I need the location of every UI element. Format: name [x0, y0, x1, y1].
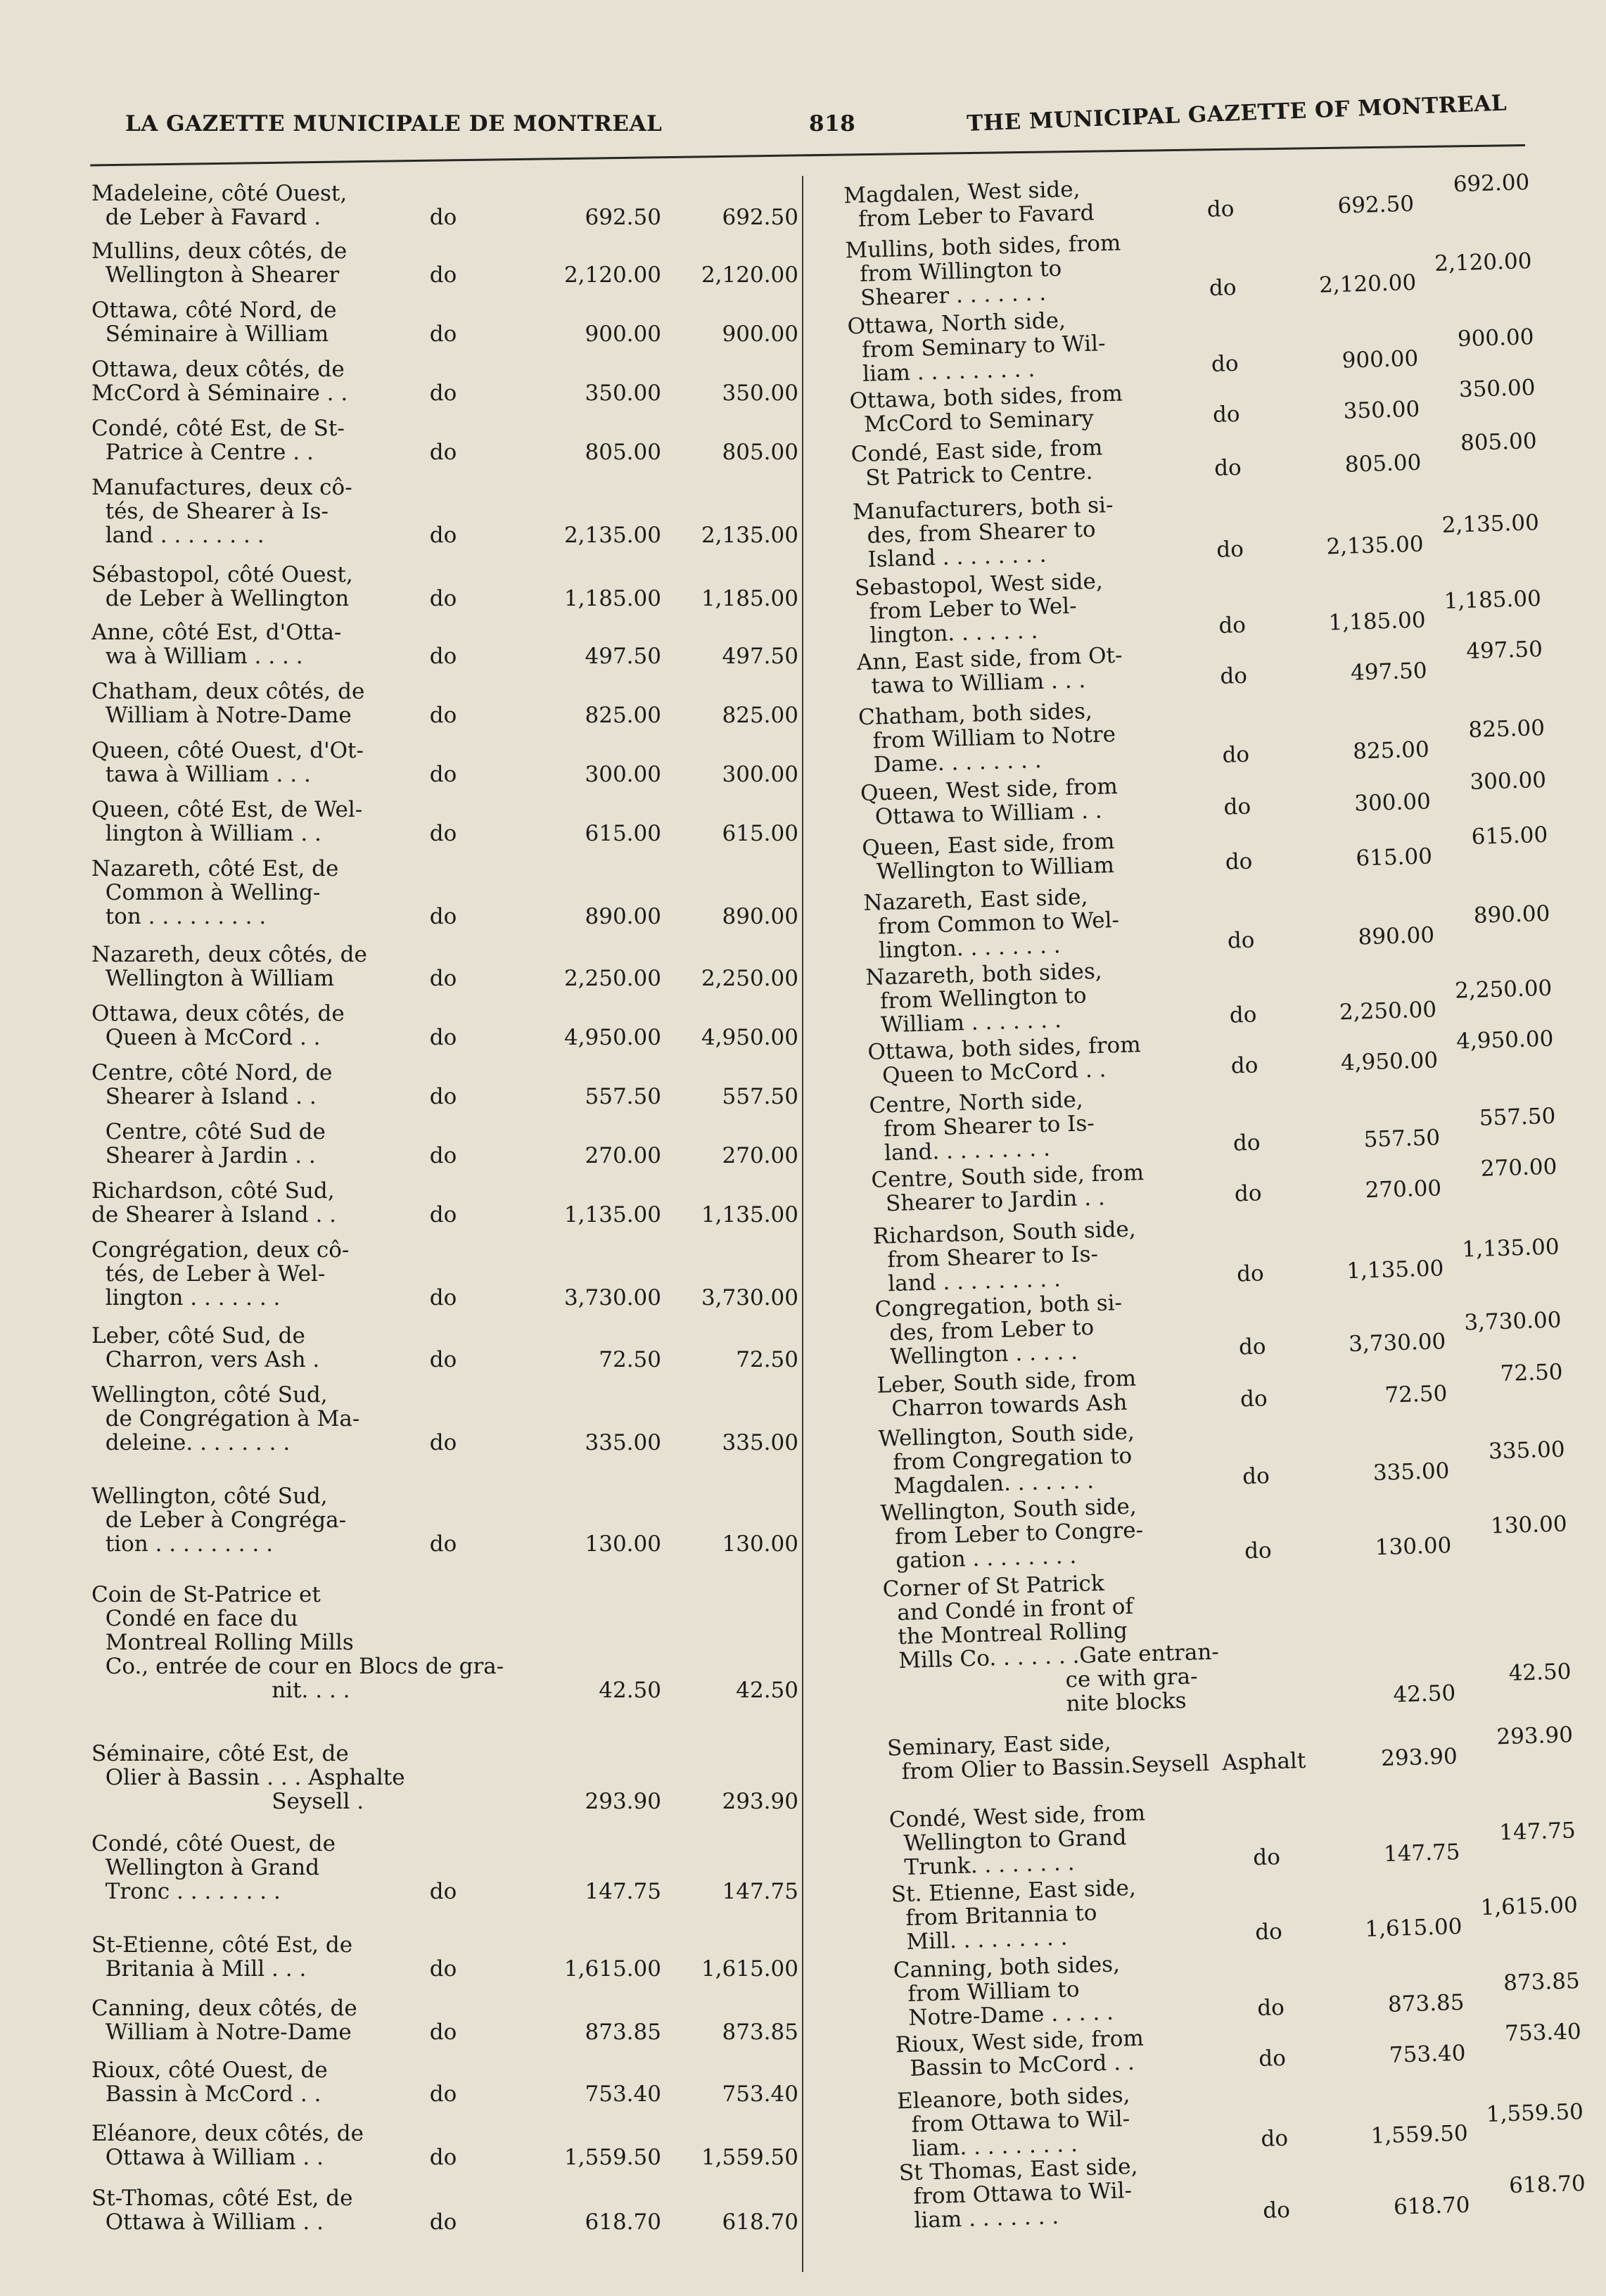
total-amount: 805.00: [1460, 428, 1538, 457]
street-description: Canning, deux côtés, de William à Notre-Dame: [91, 1996, 357, 2045]
total-amount: 497.50: [722, 644, 798, 669]
street-description: Nazareth, East side, from Common to Wel- lington. . . . . . . .: [862, 884, 1120, 964]
total-amount: 900.00: [1457, 324, 1534, 352]
street-description: Centre, côté Sud de Shearer à Jardin . .: [105, 1119, 326, 1168]
material-ditto: do: [429, 321, 457, 347]
street-description: St. Etienne, East side, from Britannia to Mill. . . . . . . . .: [891, 1875, 1137, 1956]
total-amount: 753.40: [1504, 2019, 1582, 2047]
total-amount: 805.00: [722, 440, 798, 465]
material-ditto: do: [429, 1285, 457, 1310]
material-ditto: do: [1219, 663, 1248, 689]
total-amount: 615.00: [722, 821, 798, 846]
street-description: St Thomas, East side, from Ottawa to Wil- liam . . . . . . .: [898, 2153, 1138, 2234]
street-description: Rioux, West side, from Bassin to McCord . .: [895, 2025, 1145, 2082]
total-amount: 497.50: [1465, 636, 1543, 664]
material-ditto: do: [429, 703, 457, 728]
estimate-amount: 2,250.00: [563, 966, 661, 991]
estimate-amount: 130.00: [1375, 1533, 1452, 1561]
material-ditto: do: [1254, 1919, 1283, 1946]
street-description: Mullins, deux côtés, de Wellington à Shearer: [91, 238, 348, 288]
total-amount: 3,730.00: [701, 1285, 798, 1310]
total-amount: 557.50: [722, 1084, 798, 1109]
street-description: Anne, côté Est, d'Otta- wa à William . . . .: [91, 620, 342, 669]
total-amount: 293.90: [722, 1789, 798, 1814]
estimate-amount: 1,559.50: [1370, 2120, 1469, 2149]
street-description: Madeleine, côté Ouest, de Leber à Favard .: [91, 181, 348, 230]
estimate-amount: 873.85: [585, 2020, 661, 2045]
total-amount: 2,120.00: [1434, 248, 1532, 277]
street-description: Manufactures, deux cô- tés, de Shearer à Is- land . . . . . . . .: [91, 475, 352, 548]
street-description: Séminaire, côté Est, de Olier à Bassin . . . Asphalte Seysell .: [91, 1741, 405, 1814]
estimate-amount: 42.50: [1392, 1680, 1456, 1708]
total-amount: 72.50: [1500, 1359, 1563, 1387]
column-divider: [802, 176, 803, 2272]
total-amount: 130.00: [722, 1531, 798, 1557]
total-amount: 335.00: [1488, 1436, 1566, 1465]
estimate-amount: 497.50: [1350, 658, 1428, 686]
estimate-amount: 1,135.00: [1346, 1256, 1444, 1284]
total-amount: 692.00: [1453, 170, 1530, 198]
estimate-amount: 147.75: [1383, 1839, 1460, 1867]
street-description: Centre, côté Nord, de Shearer à Island . .: [91, 1060, 333, 1109]
street-description: Manufacturers, both si- des, from Shearer to Island . . . . . . . .: [852, 492, 1114, 573]
street-description: Chatham, deux côtés, de William à Notre-Dame: [91, 679, 365, 728]
total-amount: 3,730.00: [1463, 1307, 1562, 1336]
street-description: Congregation, both si- des, from Leber to Wellington . . . . .: [874, 1290, 1123, 1370]
estimate-amount: 805.00: [585, 440, 661, 465]
estimate-amount: 1,135.00: [563, 1202, 661, 1227]
material-ditto: do: [429, 262, 457, 288]
material-ditto: do: [1256, 1994, 1285, 2022]
total-amount: 692.50: [722, 205, 798, 230]
estimate-amount: 615.00: [1356, 843, 1433, 872]
material-ditto: do: [429, 1879, 457, 1904]
street-description: Centre, South side, from Shearer to Jardin . .: [870, 1160, 1145, 1217]
total-amount: 300.00: [1470, 767, 1547, 795]
estimate-amount: 270.00: [1365, 1175, 1442, 1204]
material-ditto: do: [429, 381, 457, 406]
estimate-amount: 147.75: [585, 1879, 661, 1904]
total-amount: 1,185.00: [701, 586, 798, 611]
street-description: Rioux, côté Ouest, de Bassin à McCord . .: [91, 2058, 328, 2107]
estimate-amount: 900.00: [1341, 345, 1419, 374]
material-ditto: do: [1261, 2125, 1289, 2152]
street-description: St-Thomas, côté Est, de Ottawa à William . .: [91, 2186, 353, 2235]
material-ditto: do: [1225, 848, 1253, 875]
street-description: Leber, South side, from Charron towards Ash: [877, 1365, 1137, 1422]
total-amount: 350.00: [1458, 375, 1536, 403]
estimate-amount: 890.00: [585, 904, 661, 929]
material-ditto: do: [1218, 612, 1247, 639]
total-amount: 618.70: [722, 2209, 798, 2235]
estimate-amount: 293.90: [585, 1789, 661, 1814]
estimate-amount: 335.00: [585, 1430, 661, 1455]
total-amount: 615.00: [1471, 822, 1548, 850]
material-ditto: do: [429, 1531, 457, 1557]
street-description: Condé, East side, from St Patrick to Centre.: [850, 435, 1103, 492]
total-amount: 2,120.00: [701, 262, 798, 288]
total-amount: 350.00: [722, 381, 798, 406]
total-amount: 42.50: [1508, 1659, 1572, 1686]
total-amount: 1,559.50: [1486, 2099, 1584, 2128]
estimate-amount: 4,950.00: [563, 1025, 661, 1050]
estimate-amount: 615.00: [585, 821, 661, 846]
material-ditto: do: [1232, 1130, 1261, 1156]
material-ditto: do: [429, 1143, 457, 1168]
material-ditto: do: [429, 1347, 457, 1372]
material-ditto: do: [1252, 1844, 1281, 1871]
total-amount: 873.85: [1503, 1968, 1581, 1996]
total-amount: 4,950.00: [701, 1025, 798, 1050]
street-description: Ottawa, côté Nord, de Séminaire à William: [91, 298, 337, 347]
estimate-amount: 2,120.00: [1318, 269, 1417, 298]
estimate-amount: 72.50: [1384, 1381, 1448, 1408]
material-ditto: do: [1258, 2045, 1287, 2072]
total-amount: 557.50: [1479, 1103, 1556, 1131]
street-description: Magdalen, West side, from Leber to Favard: [843, 177, 1095, 233]
street-description: Centre, North side, from Shearer to Is- land. . . . . . . . .: [869, 1087, 1095, 1166]
total-amount: 900.00: [722, 321, 798, 347]
estimate-amount: 3,730.00: [1348, 1329, 1446, 1358]
material-ditto: do: [1223, 793, 1251, 820]
estimate-amount: 1,185.00: [563, 586, 661, 611]
street-description: Condé, West side, from Wellington to Grand Trunk. . . . . . . .: [888, 1800, 1146, 1881]
street-description: Richardson, South side, from Shearer to Is- land . . . . . . . . .: [872, 1216, 1137, 1297]
estimate-amount: 873.85: [1387, 1989, 1465, 2017]
material-ditto: do: [429, 2020, 457, 2045]
street-description: Condé, côté Ouest, de Wellington à Grand Tronc . . . . . . . .: [91, 1831, 336, 1904]
estimate-amount: 1,615.00: [1364, 1913, 1462, 1942]
total-amount: 2,135.00: [1441, 510, 1540, 538]
street-description: Mullins, both sides, from from Willington to Shearer . . . . . . .: [845, 230, 1121, 312]
street-description: Coin de St-Patrice et Condé en face du Montreal Rolling Mills Co., entrée de cour en Blocs de gra- nit. . . .: [91, 1582, 504, 1703]
material-ditto: do: [429, 1084, 457, 1109]
material-ditto: do: [429, 205, 457, 230]
material-ditto: do: [1213, 454, 1242, 481]
material-ditto: do: [1242, 1463, 1270, 1490]
total-amount: 1,185.00: [1444, 585, 1542, 614]
estimate-amount: 2,250.00: [1339, 997, 1437, 1026]
material-ditto: do: [429, 1956, 457, 1982]
material-ditto: do: [429, 966, 457, 991]
material-ditto: do: [1229, 1002, 1257, 1028]
estimate-amount: 130.00: [585, 1531, 661, 1557]
total-amount: 890.00: [722, 904, 798, 929]
street-description: Eleanore, both sides, from Ottawa to Wil- liam. . . . . . . . .: [896, 2082, 1130, 2162]
street-description: Corner of St Patrick and Condé in front of the Montreal Rolling Mills Co. . . . . . .Gate entran- ce with gra- nite blocks: [882, 1570, 1220, 1722]
street-description: Eléanore, deux côtés, de Ottawa à William . .: [91, 2121, 364, 2170]
total-amount: 2,250.00: [701, 966, 798, 991]
street-description: Queen, East side, from Wellington to William: [861, 829, 1115, 886]
header-right-title: THE MUNICIPAL GAZETTE OF MONTREAL: [966, 90, 1508, 136]
estimate-amount: 825.00: [1352, 736, 1430, 765]
material-ditto: do: [1239, 1386, 1268, 1412]
street-description: Wellington, South side, from Leber to Congre- gation . . . . . . . .: [880, 1493, 1144, 1574]
total-amount: 1,559.50: [701, 2145, 798, 2170]
estimate-amount: 1,559.50: [563, 2145, 661, 2170]
estimate-amount: 72.50: [599, 1347, 661, 1372]
estimate-amount: 2,120.00: [563, 262, 661, 288]
material-ditto: do: [429, 2209, 457, 2235]
material-ditto: do: [429, 2145, 457, 2170]
total-amount: 300.00: [722, 762, 798, 787]
material-ditto: do: [429, 904, 457, 929]
estimate-amount: 557.50: [1363, 1125, 1441, 1153]
total-amount: 825.00: [722, 703, 798, 728]
material-ditto: do: [1238, 1334, 1267, 1360]
street-description: Seminary, East side, from Olier to Bassin.Seysell: [886, 1729, 1210, 1785]
estimate-amount: 618.70: [585, 2209, 661, 2235]
estimate-amount: 4,950.00: [1340, 1047, 1439, 1076]
total-amount: 873.85: [722, 2020, 798, 2045]
street-description: Wellington, côté Sud, de Leber à Congréga- tion . . . . . . . . .: [91, 1484, 347, 1557]
material-ditto: do: [1212, 401, 1241, 428]
street-description: Wellington, South side, from Congregation to Magdalen. . . . . . .: [878, 1419, 1135, 1500]
estimate-amount: 825.00: [585, 703, 661, 728]
material-ditto: do: [429, 821, 457, 846]
total-amount: 1,135.00: [701, 1202, 798, 1227]
material-ditto: do: [429, 762, 457, 787]
street-description: Canning, both sides, from William to Notre-Dame . . . . .: [893, 1951, 1121, 2032]
material-ditto: do: [429, 1025, 457, 1050]
total-amount: 147.75: [722, 1879, 798, 1904]
material-ditto: do: [1234, 1180, 1262, 1207]
estimate-amount: 2,135.00: [563, 523, 661, 548]
estimate-amount: 335.00: [1372, 1458, 1450, 1486]
material-ditto: do: [429, 1430, 457, 1455]
total-amount: 890.00: [1473, 900, 1550, 929]
total-amount: 1,615.00: [701, 1956, 798, 1982]
estimate-amount: 1,615.00: [563, 1956, 661, 1982]
material-ditto: do: [1227, 927, 1255, 954]
estimate-amount: 350.00: [1343, 396, 1420, 424]
total-amount: 618.70: [1508, 2171, 1586, 2199]
total-amount: 2,250.00: [1454, 975, 1553, 1004]
material-ditto: do: [1236, 1261, 1265, 1287]
estimate-amount: 692.50: [1337, 191, 1415, 219]
total-amount: 2,135.00: [701, 523, 798, 548]
estimate-amount: 497.50: [585, 644, 661, 669]
header-left-title: LA GAZETTE MUNICIPALE DE MONTREAL: [125, 111, 663, 136]
estimate-amount: 293.90: [1380, 1743, 1458, 1771]
material-ditto: do: [1206, 196, 1235, 223]
estimate-amount: 557.50: [585, 1084, 661, 1109]
street-description: Nazareth, deux côtés, de Wellington à William: [91, 942, 367, 991]
street-description: Congrégation, deux cô- tés, de Leber à Wel- lington . . . . . . .: [91, 1237, 350, 1310]
street-description: Ottawa, both sides, from McCord to Seminary: [849, 381, 1123, 438]
total-amount: 825.00: [1467, 715, 1546, 743]
total-amount: 270.00: [722, 1143, 798, 1168]
estimate-amount: 270.00: [585, 1143, 661, 1168]
material-ditto: do: [429, 586, 457, 611]
material-ditto: do: [1230, 1052, 1258, 1079]
estimate-amount: 805.00: [1344, 449, 1422, 478]
estimate-amount: 1,185.00: [1328, 607, 1427, 636]
estimate-amount: 753.40: [1389, 2040, 1466, 2068]
total-amount: 1,135.00: [1462, 1234, 1560, 1263]
street-description: Nazareth, côté Est, de Common à Welling- ton . . . . . . . . .: [91, 856, 339, 929]
street-description: Queen, West side, from Ottawa to William . .: [860, 773, 1119, 831]
street-description: Ann, East side, from Ot- tawa to William . . .: [856, 642, 1123, 700]
estimate-amount: 42.50: [599, 1678, 661, 1703]
street-description: St-Etienne, côté Est, de Britania à Mill . . .: [91, 1932, 353, 1982]
estimate-amount: 3,730.00: [563, 1285, 661, 1310]
estimate-amount: 753.40: [585, 2081, 661, 2107]
street-description: Ottawa, deux côtés, de Queen à McCord . .: [91, 1001, 345, 1050]
street-description: Leber, côté Sud, de Charron, vers Ash .: [91, 1323, 320, 1372]
street-description: Sébastopol, côté Ouest, de Leber à Wellington: [91, 562, 353, 611]
total-amount: 1,615.00: [1480, 1892, 1579, 1921]
total-amount: 293.90: [1496, 1722, 1574, 1750]
street-description: Ottawa, both sides, from Queen to McCord . .: [867, 1032, 1142, 1089]
street-description: Condé, côté Est, de St- Patrice à Centre . .: [91, 416, 345, 465]
street-description: Chatham, both sides, from William to Notre Dame. . . . . . . .: [858, 698, 1116, 779]
estimate-amount: 618.70: [1393, 2192, 1471, 2220]
total-amount: 72.50: [736, 1347, 798, 1372]
total-amount: 335.00: [722, 1430, 798, 1455]
street-description: Queen, côté Est, de Wel- lington à William . .: [91, 797, 363, 846]
estimate-amount: 890.00: [1358, 922, 1435, 950]
page-number: 818: [809, 111, 856, 136]
street-description: Richardson, côté Sud, de Shearer à Island . .: [91, 1178, 337, 1227]
estimate-amount: 350.00: [585, 381, 661, 406]
estimate-amount: 300.00: [1353, 789, 1432, 817]
total-amount: 42.50: [736, 1678, 798, 1703]
material-ditto: do: [429, 523, 457, 548]
estimate-amount: 900.00: [585, 321, 661, 347]
material-ditto: do: [1209, 274, 1237, 301]
material-ditto: do: [1262, 2197, 1291, 2224]
street-description: Ottawa, North side, from Seminary to Wil- liam . . . . . . . . .: [847, 307, 1106, 388]
material-ditto: do: [1211, 350, 1239, 377]
total-amount: 753.40: [722, 2081, 798, 2107]
street-description: Wellington, côté Sud, de Congrégation à Ma- deleine. . . . . . . .: [91, 1382, 360, 1455]
material-ditto: do: [1216, 536, 1244, 563]
material-ditto: do: [429, 1202, 457, 1227]
street-description: Queen, côté Ouest, d'Ot- tawa à William . . .: [91, 738, 364, 787]
estimate-amount: 300.00: [585, 762, 661, 787]
total-amount: 4,950.00: [1455, 1026, 1554, 1054]
street-description: Ottawa, deux côtés, de McCord à Séminaire . .: [91, 357, 348, 406]
estimate-amount: 692.50: [585, 205, 661, 230]
total-amount: 130.00: [1490, 1511, 1568, 1539]
material-ditto: do: [429, 2081, 457, 2107]
header-rule: [90, 144, 1525, 166]
estimate-amount: 2,135.00: [1326, 531, 1425, 560]
material-ditto: do: [429, 644, 457, 669]
total-amount: 270.00: [1480, 1154, 1557, 1182]
material-ditto: do: [1222, 741, 1250, 768]
street-description: Sebastopol, West side, from Leber to Wel- lington. . . . . . .: [854, 568, 1104, 649]
material-ditto: do: [1244, 1538, 1273, 1564]
material-ditto: Asphalt: [1221, 1747, 1306, 1776]
material-ditto: do: [429, 440, 457, 465]
street-description: Nazareth, both sides, from Wellington to William . . . . . . .: [865, 958, 1103, 1038]
total-amount: 147.75: [1498, 1818, 1576, 1846]
